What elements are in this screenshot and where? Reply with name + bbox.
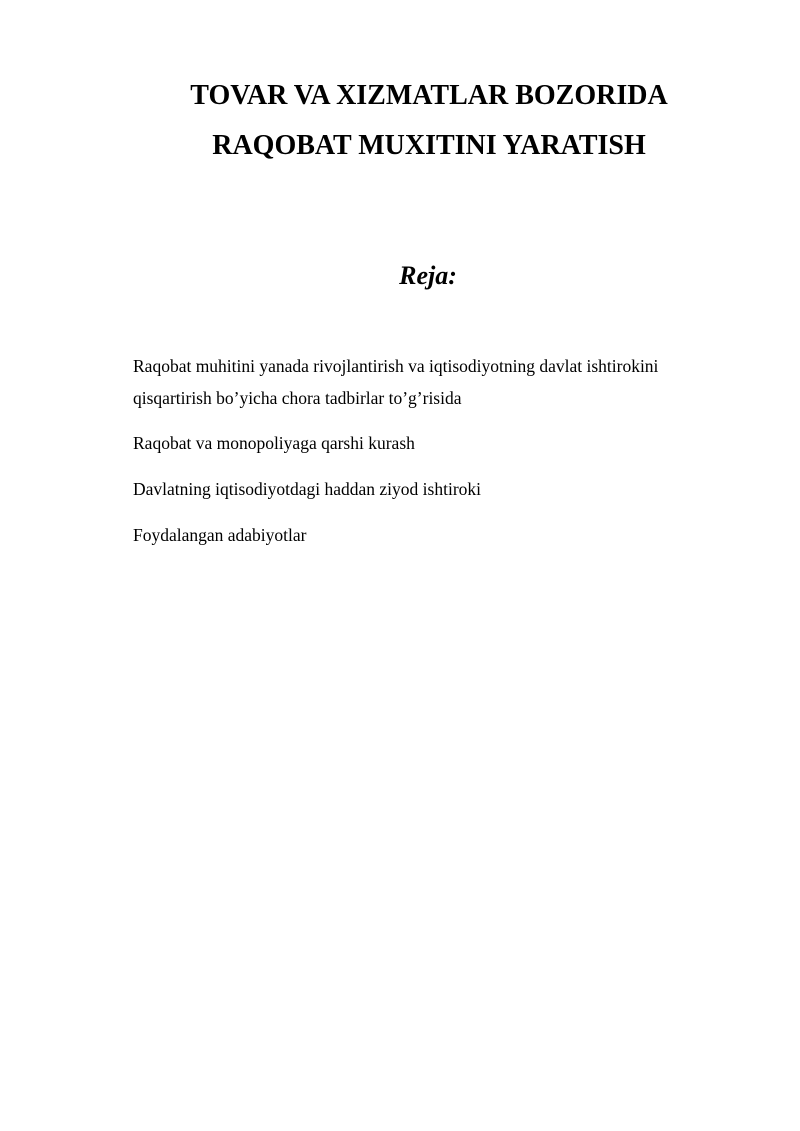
plan-heading: Reja: [399,261,457,290]
plan-item-references: Foydalangan adabiyotlar [133,525,307,545]
plan-list [133,350,713,565]
document-title-line-1: TOVAR VA XIZMATLAR BOZORIDA [190,80,668,111]
plan-item-state-participation: Davlatning iqtisodiyotdagi haddan ziyod ishtiroki [133,479,482,499]
plan-item-competition-measures: Raqobat muhitini yanada rivojlantirish va iqtisodiyotning davlat ishtirokini qisqartirish bo’yicha chora tadbirlar to’g’risida [133,356,659,408]
document-title-line-2: RAQOBAT MUXITINI YARATISH [212,130,646,161]
plan-item-antimonopoly: Raqobat va monopoliyaga qarshi kurash [133,433,415,453]
